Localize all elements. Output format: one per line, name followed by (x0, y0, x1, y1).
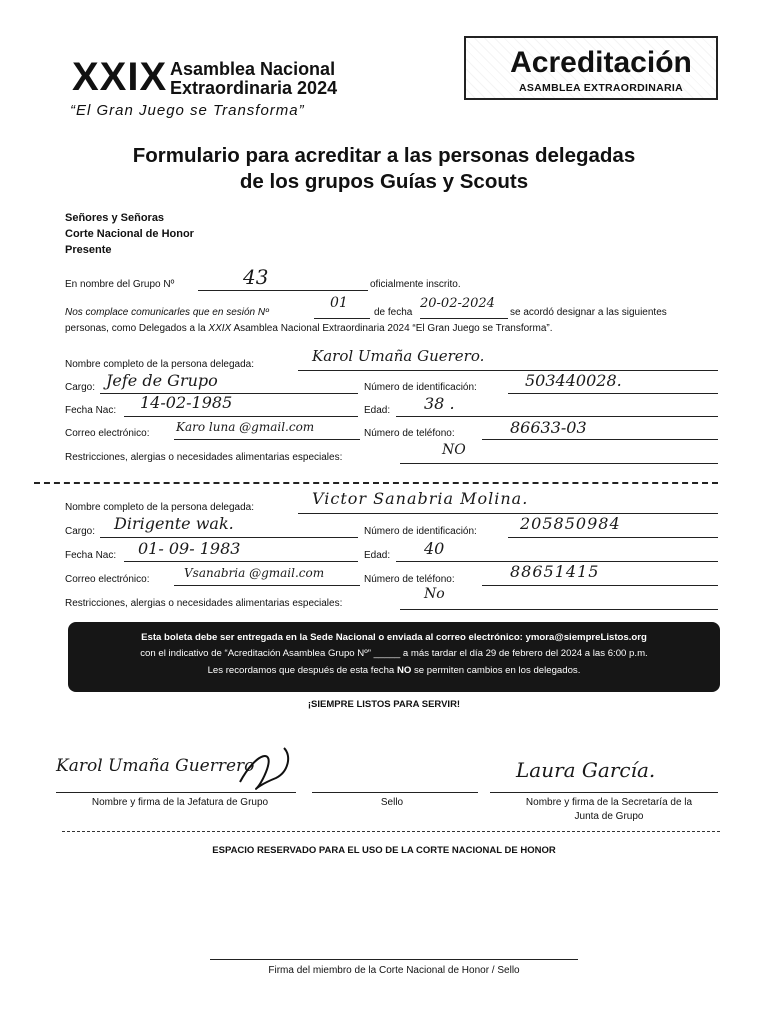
d1-position-label: Cargo: (65, 382, 96, 393)
signature-flourish-icon (236, 742, 296, 794)
reserved-separator (62, 831, 720, 832)
notice-line1 (68, 630, 720, 646)
right-signature-label (490, 796, 728, 824)
d1-birth-line (124, 416, 358, 417)
d1-name-value[interactable]: Karol Umaña Guerero. (312, 347, 485, 365)
sello-line (312, 792, 478, 793)
greeting-line3: Presente (65, 243, 112, 256)
after-date-label: se acordó designar a las siguientes (510, 307, 667, 318)
d1-email-value[interactable]: Karo luna @gmail.com (176, 420, 315, 434)
intro-line2 (65, 323, 553, 334)
d1-email-label: Correo electrónico: (65, 428, 150, 439)
reserved-section-title: ESPACIO RESERVADO PARA EL USO DE LA CORTE NACIONAL DE HONOR (212, 845, 556, 856)
group-number-value[interactable]: 43 (243, 265, 269, 289)
d1-email-line (174, 439, 360, 440)
d1-age-label: Edad: (364, 405, 391, 416)
d2-restrictions-value[interactable]: No (424, 586, 445, 602)
roman-numeral-logo: XXIX (72, 55, 168, 99)
right-signature: Laura García. (516, 758, 656, 782)
d2-email-label: Correo electrónico: (65, 574, 150, 585)
d1-restrictions-value[interactable]: NO (442, 442, 466, 458)
session-date-value[interactable]: 20-02-2024 (420, 296, 495, 311)
intro-line2-suffix: Asamblea Nacional Extraordinaria 2024 “El Gran Juego se Transforma”. (231, 323, 553, 334)
d1-phone-value[interactable]: 86633-03 (510, 418, 587, 437)
notice-line3-no: NO (396, 664, 412, 676)
d2-age-value[interactable]: 40 (424, 539, 445, 558)
asamblea-title (170, 60, 337, 98)
session-label: Nos complace comunicarles que en sesión Nº (65, 307, 269, 318)
d2-restrictions-label: Restricciones, alergias o necesidades alimentarias especiales: (65, 598, 343, 609)
officially-label: oficialmente inscrito. (370, 279, 461, 290)
date-label: de fecha (374, 307, 413, 318)
d2-birth-label: Fecha Nac: (65, 550, 117, 561)
badge-subtitle: ASAMBLEA EXTRAORDINARIA (518, 82, 683, 94)
greeting-line2: Corte Nacional de Honor (65, 227, 194, 240)
intro-line2-prefix: personas, como Delegados a la (65, 323, 209, 334)
d1-restrictions-label: Restricciones, alergias o necesidades alimentarias especiales: (65, 452, 343, 463)
d2-position-label: Cargo: (65, 526, 96, 537)
d1-id-line (508, 393, 718, 394)
delegate-separator (34, 482, 718, 484)
d1-age-line (396, 416, 718, 417)
d1-phone-line (482, 439, 718, 440)
session-date-line (420, 318, 508, 319)
asamblea-line2: Extraordinaria 2024 (170, 77, 338, 98)
d2-id-line (508, 537, 718, 538)
right-signature-label-2: Junta de Grupo (574, 811, 644, 822)
sello-label: Sello (380, 797, 404, 808)
d2-email-value[interactable]: Vsanabria @gmail.com (184, 566, 325, 580)
slogan: “El Gran Juego se Transforma” (70, 102, 305, 119)
d1-id-label: Número de identificación: (364, 382, 477, 393)
d1-phone-label: Número de teléfono: (364, 428, 455, 439)
d2-position-value[interactable]: Dirigente wak. (114, 514, 234, 533)
form-title-line2: de los grupos Guías y Scouts (239, 169, 529, 193)
d2-position-line (100, 537, 358, 538)
session-number-value[interactable]: 01 (330, 295, 348, 311)
intro-line2-italic: XXIX (208, 323, 232, 334)
notice-line3 (68, 663, 720, 679)
notice-line3-b: se permiten cambios en los delegados. (411, 664, 581, 676)
court-signature-label: Firma del miembro de la Corte Nacional de Honor / Sello (268, 965, 520, 976)
badge-title: Acreditación (510, 46, 692, 79)
d2-name-label: Nombre completo de la persona delegada: (65, 502, 255, 513)
d2-email-line (174, 585, 360, 586)
motto: ¡SIEMPRE LISTOS PARA SERVIR! (307, 699, 461, 710)
d2-phone-label: Número de teléfono: (364, 574, 455, 585)
d1-birth-value[interactable]: 14-02-1985 (140, 393, 233, 412)
d1-age-value[interactable]: 38 . (424, 394, 455, 413)
left-signature-label: Nombre y firma de la Jefatura de Grupo (91, 797, 269, 808)
group-label: En nombre del Grupo Nº (65, 279, 175, 290)
left-signature-line (56, 792, 296, 793)
group-line (198, 290, 368, 291)
d2-age-label: Edad: (364, 550, 391, 561)
notice-email-link[interactable]: ymora@siempreListos.org (525, 632, 647, 643)
right-signature-line (490, 792, 718, 793)
session-line (314, 318, 370, 319)
d2-birth-line (124, 561, 358, 562)
left-signature: Karol Umaña Guerrero (56, 756, 255, 776)
form-title-line1: Formulario para acreditar a las personas delegadas (132, 144, 636, 167)
d1-restrictions-line (400, 463, 718, 464)
d2-phone-value[interactable]: 88651415 (510, 562, 600, 581)
d1-id-value[interactable]: 503440028. (525, 371, 622, 390)
right-signature-label-1: Nombre y firma de la Secretaría de la (525, 797, 693, 808)
greeting-line1: Señores y Señoras (65, 212, 165, 224)
d1-name-label: Nombre completo de la persona delegada: (65, 359, 255, 370)
d1-birth-label: Fecha Nac: (65, 405, 117, 416)
d2-name-line (298, 513, 718, 514)
greeting (65, 211, 194, 259)
d1-position-value[interactable]: Jefe de Grupo (106, 371, 218, 390)
d2-id-label: Número de identificación: (364, 526, 477, 537)
d2-birth-value[interactable]: 01- 09- 1983 (138, 539, 241, 558)
d1-name-line (298, 370, 718, 371)
court-signature-line (210, 959, 578, 960)
form-title (40, 143, 728, 194)
submission-notice (68, 622, 720, 692)
d2-restrictions-line (400, 609, 718, 610)
d2-id-value[interactable]: 205850984 (520, 514, 621, 533)
notice-line3-a: Les recordamos que después de esta fecha (207, 664, 397, 676)
notice-line1-text: Esta boleta debe ser entregada en la Sede Nacional o enviada al correo electrónico: (141, 632, 526, 643)
d2-name-value[interactable]: Victor Sanabria Molina. (312, 489, 529, 508)
d2-phone-line (482, 585, 718, 586)
notice-line2: con el indicativo de “Acreditación Asamblea Grupo Nº” _____ a más tardar el día 29 de febrero del 2024 a las 6:00 p.m. (140, 648, 648, 660)
asamblea-line1: Asamblea Nacional (170, 59, 336, 79)
